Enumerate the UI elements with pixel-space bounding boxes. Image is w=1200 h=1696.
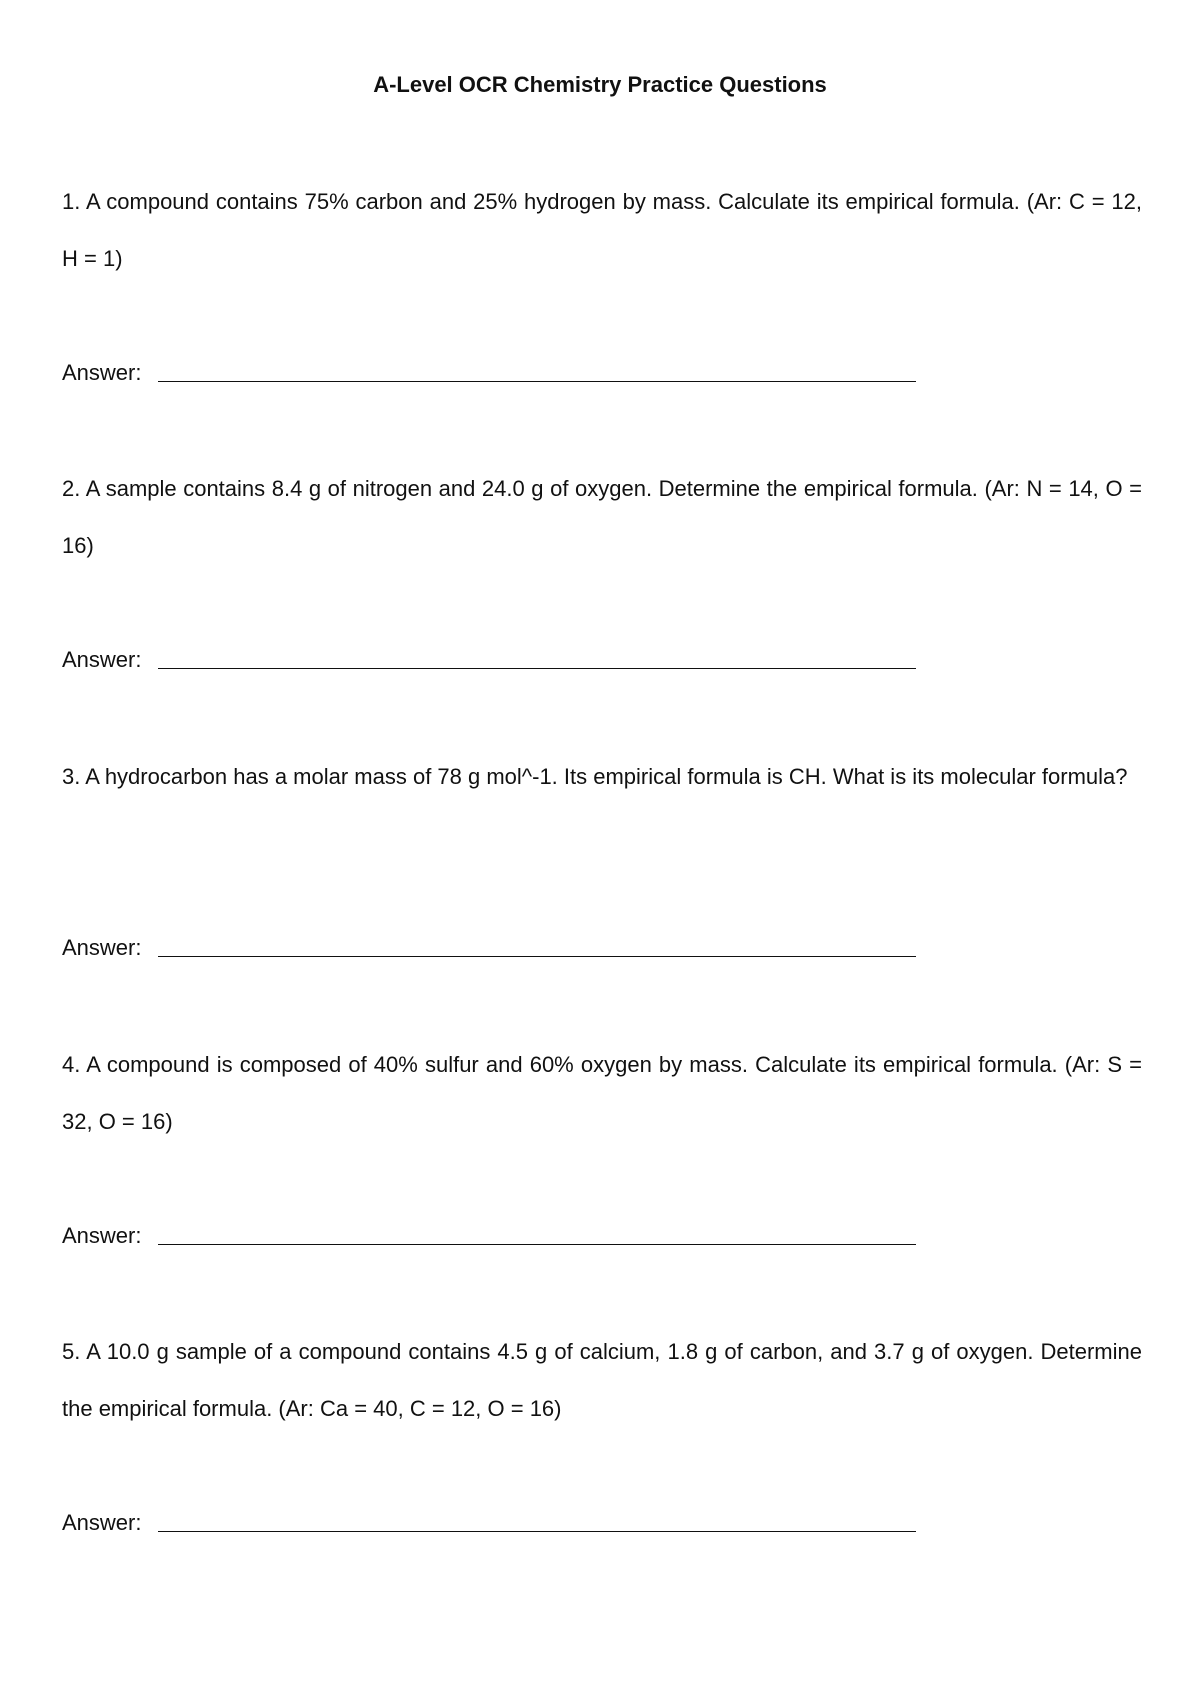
answer-blank-line[interactable] [158, 1244, 916, 1245]
question-4: 4. A compound is composed of 40% sulfur and 60% oxygen by mass. Calculate its empirical formula. (Ar: S = 32, O = 16) [62, 1052, 1142, 1134]
answer-label: Answer: [62, 360, 142, 385]
answer-blank-line[interactable] [158, 1531, 916, 1532]
page-title: A-Level OCR Chemistry Practice Questions [373, 72, 827, 97]
answer-blank-line[interactable] [158, 668, 916, 669]
answer-row-1 [62, 358, 942, 388]
question-1: 1. A compound contains 75% carbon and 25% hydrogen by mass. Calculate its empirical formula. (Ar: C = 12, H = 1) [62, 189, 1142, 271]
answer-label: Answer: [62, 1223, 142, 1248]
answer-row-5 [62, 1508, 942, 1538]
answer-label: Answer: [62, 1510, 142, 1535]
answer-label: Answer: [62, 647, 142, 672]
answer-row-4 [62, 1221, 942, 1251]
question-5: 5. A 10.0 g sample of a compound contains 4.5 g of calcium, 1.8 g of carbon, and 3.7 g of oxygen. Determine the empirical formula. (Ar: Ca = 40, C = 12, O = 16) [62, 1339, 1142, 1421]
answer-row-3 [62, 933, 942, 963]
question-3: 3. A hydrocarbon has a molar mass of 78 g mol^-1. Its empirical formula is CH. What is its molecular formula? [62, 764, 1128, 789]
answer-blank-line[interactable] [158, 381, 916, 382]
answer-label: Answer: [62, 935, 142, 960]
question-2: 2. A sample contains 8.4 g of nitrogen and 24.0 g of oxygen. Determine the empirical formula. (Ar: N = 14, O = 16) [62, 476, 1142, 558]
answer-blank-line[interactable] [158, 956, 916, 957]
answer-row-2 [62, 645, 942, 675]
